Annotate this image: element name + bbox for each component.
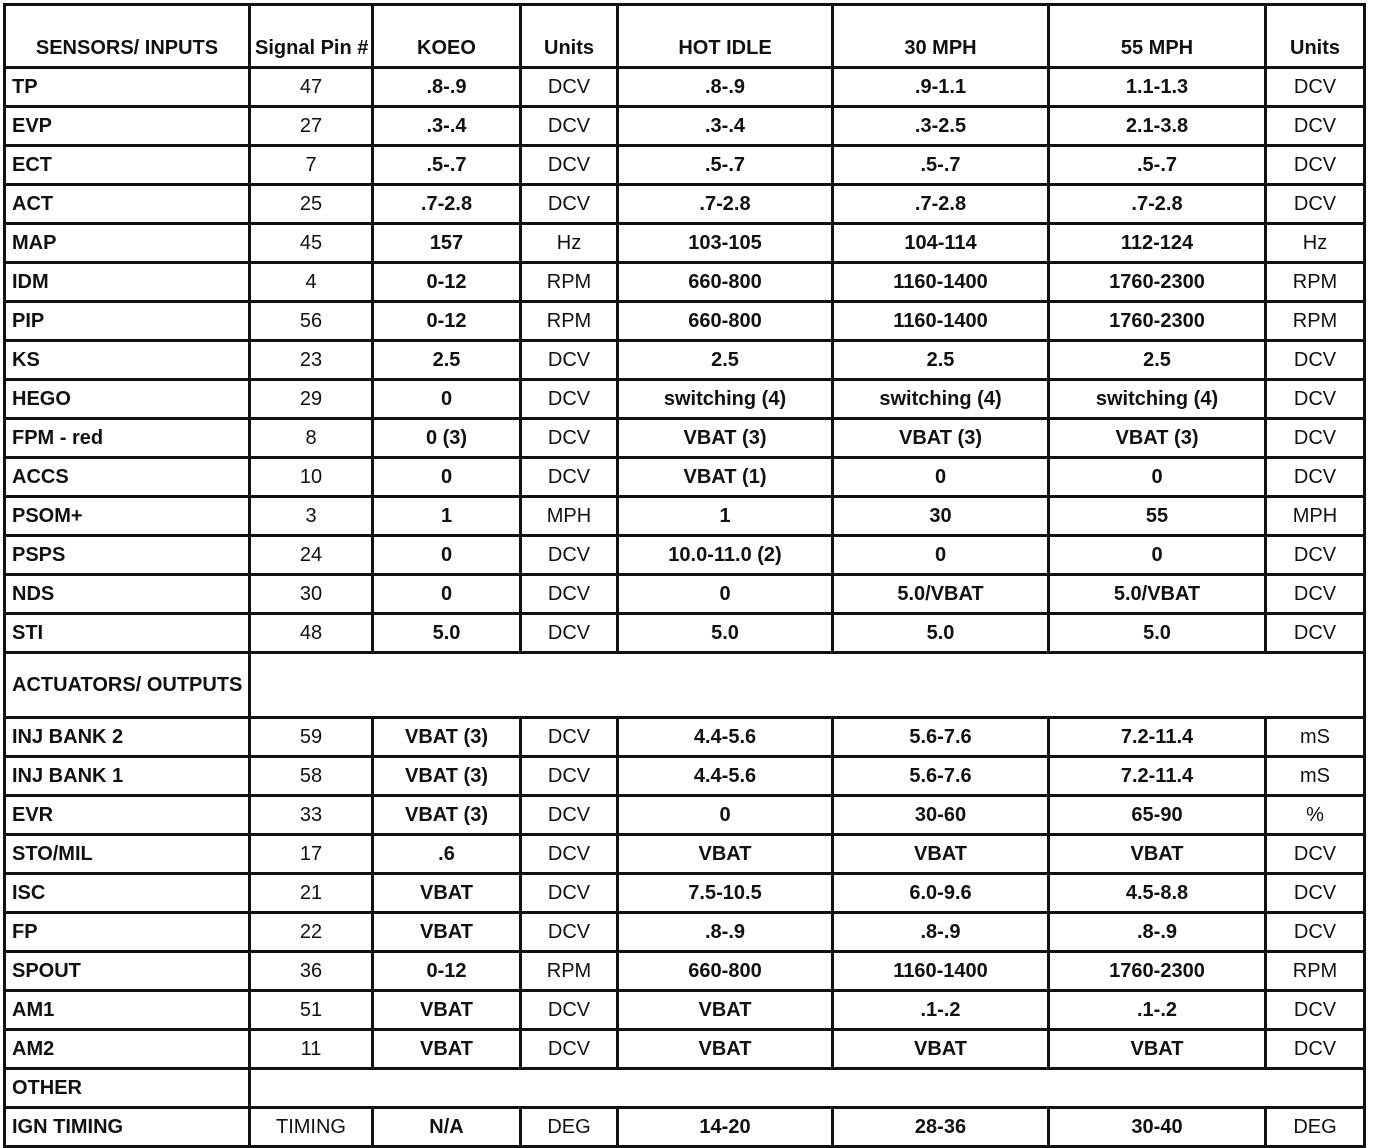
table-cell: VBAT xyxy=(373,874,521,913)
table-cell: 30-40 xyxy=(1049,1108,1266,1147)
table-cell: 48 xyxy=(250,614,373,653)
row-label: PIP xyxy=(5,302,250,341)
table-cell: VBAT (3) xyxy=(1049,419,1266,458)
header-koeo: KOEO xyxy=(373,5,521,68)
table-cell: 5.0 xyxy=(618,614,833,653)
row-label: AM2 xyxy=(5,1030,250,1069)
table-cell: .8-.9 xyxy=(373,68,521,107)
table-cell: VBAT xyxy=(618,991,833,1030)
table-cell: switching (4) xyxy=(833,380,1049,419)
table-cell: 7.2-11.4 xyxy=(1049,718,1266,757)
table-cell: RPM xyxy=(521,263,618,302)
table-cell: DCV xyxy=(521,107,618,146)
header-pin: Signal Pin # xyxy=(250,5,373,68)
row-label: INJ BANK 1 xyxy=(5,757,250,796)
table-cell: .7-2.8 xyxy=(833,185,1049,224)
table-cell: 55 xyxy=(1049,497,1266,536)
table-cell: DCV xyxy=(1266,146,1365,185)
row-label: FP xyxy=(5,913,250,952)
table-cell: DCV xyxy=(521,796,618,835)
table-cell: 1160-1400 xyxy=(833,263,1049,302)
header-55-mph: 55 MPH xyxy=(1049,5,1266,68)
table-cell: 5.6-7.6 xyxy=(833,757,1049,796)
header-sensor: SENSORS/ INPUTS xyxy=(5,5,250,68)
table-cell: .8-.9 xyxy=(833,913,1049,952)
table-row xyxy=(5,575,1365,614)
section-blank xyxy=(250,653,1365,718)
table-cell: .5-.7 xyxy=(833,146,1049,185)
row-label: IGN TIMING xyxy=(5,1108,250,1147)
table-cell: .1-.2 xyxy=(1049,991,1266,1030)
table-cell: 0 xyxy=(1049,536,1266,575)
table-cell: 36 xyxy=(250,952,373,991)
table-cell: switching (4) xyxy=(1049,380,1266,419)
section-row xyxy=(5,1069,1365,1108)
table-cell: 24 xyxy=(250,536,373,575)
section-row xyxy=(5,653,1365,718)
table-cell: .3-.4 xyxy=(618,107,833,146)
table-cell: .5-.7 xyxy=(373,146,521,185)
table-row xyxy=(5,341,1365,380)
table-cell: 4.4-5.6 xyxy=(618,718,833,757)
table-cell: 0 xyxy=(1049,458,1266,497)
table-cell: 47 xyxy=(250,68,373,107)
table-cell: 1.1-1.3 xyxy=(1049,68,1266,107)
table-cell: 33 xyxy=(250,796,373,835)
table-cell: .7-2.8 xyxy=(373,185,521,224)
table-cell: DCV xyxy=(1266,380,1365,419)
table-cell: .8-.9 xyxy=(618,913,833,952)
table-cell: 4 xyxy=(250,263,373,302)
table-cell: DCV xyxy=(1266,1030,1365,1069)
table-cell: 104-114 xyxy=(833,224,1049,263)
table-cell: 103-105 xyxy=(618,224,833,263)
table-cell: 1760-2300 xyxy=(1049,952,1266,991)
table-cell: 25 xyxy=(250,185,373,224)
table-cell: DCV xyxy=(1266,341,1365,380)
table-cell: 5.0 xyxy=(833,614,1049,653)
table-cell: 2.5 xyxy=(373,341,521,380)
table-cell: .8-.9 xyxy=(618,68,833,107)
table-cell: 23 xyxy=(250,341,373,380)
table-cell: RPM xyxy=(521,952,618,991)
table-cell: 30 xyxy=(833,497,1049,536)
table-cell: VBAT (3) xyxy=(618,419,833,458)
row-label: AM1 xyxy=(5,991,250,1030)
table-cell: DCV xyxy=(1266,536,1365,575)
table-cell: 4.5-8.8 xyxy=(1049,874,1266,913)
table-cell: DCV xyxy=(1266,107,1365,146)
table-cell: RPM xyxy=(521,302,618,341)
table-cell: .7-2.8 xyxy=(1049,185,1266,224)
table-cell: .8-.9 xyxy=(1049,913,1266,952)
table-cell: VBAT (3) xyxy=(373,796,521,835)
table-cell: 112-124 xyxy=(1049,224,1266,263)
table-cell: 2.5 xyxy=(618,341,833,380)
table-cell: 2.5 xyxy=(833,341,1049,380)
table-cell: DCV xyxy=(1266,185,1365,224)
table-cell: 2.1-3.8 xyxy=(1049,107,1266,146)
row-label: IDM xyxy=(5,263,250,302)
table-cell: 1 xyxy=(373,497,521,536)
table-cell: 1 xyxy=(618,497,833,536)
table-cell: 17 xyxy=(250,835,373,874)
table-cell: 0-12 xyxy=(373,302,521,341)
table-cell: VBAT xyxy=(833,835,1049,874)
table-cell: .6 xyxy=(373,835,521,874)
row-label: NDS xyxy=(5,575,250,614)
table-cell: DCV xyxy=(521,536,618,575)
table-cell: DCV xyxy=(1266,68,1365,107)
header-units-2: Units xyxy=(1266,5,1365,68)
table-cell: 29 xyxy=(250,380,373,419)
row-label: KS xyxy=(5,341,250,380)
table-cell: 11 xyxy=(250,1030,373,1069)
table-cell: DCV xyxy=(521,1030,618,1069)
table-cell: 5.0 xyxy=(373,614,521,653)
table-cell: 0-12 xyxy=(373,952,521,991)
table-cell: DCV xyxy=(1266,913,1365,952)
table-cell: DCV xyxy=(1266,835,1365,874)
table-cell: DCV xyxy=(521,185,618,224)
table-cell: 51 xyxy=(250,991,373,1030)
table-cell: mS xyxy=(1266,757,1365,796)
table-cell: .9-1.1 xyxy=(833,68,1049,107)
table-cell: 1160-1400 xyxy=(833,302,1049,341)
table-cell: 5.0/VBAT xyxy=(833,575,1049,614)
row-label: ISC xyxy=(5,874,250,913)
row-label: FPM - red xyxy=(5,419,250,458)
table-cell: DCV xyxy=(1266,575,1365,614)
table-cell: Hz xyxy=(1266,224,1365,263)
table-cell: 58 xyxy=(250,757,373,796)
table-cell: 7.2-11.4 xyxy=(1049,757,1266,796)
table-row xyxy=(5,718,1365,757)
table-cell: .5-.7 xyxy=(1049,146,1266,185)
table-cell: 45 xyxy=(250,224,373,263)
table-row xyxy=(5,1030,1365,1069)
table-cell: DCV xyxy=(521,146,618,185)
table-cell: 0 (3) xyxy=(373,419,521,458)
table-cell: VBAT (3) xyxy=(833,419,1049,458)
table-cell: MPH xyxy=(521,497,618,536)
table-cell: DCV xyxy=(521,341,618,380)
table-cell: 10 xyxy=(250,458,373,497)
table-row xyxy=(5,302,1365,341)
table-row xyxy=(5,497,1365,536)
table-cell: 0 xyxy=(373,380,521,419)
table-cell: N/A xyxy=(373,1108,521,1147)
header-units: Units xyxy=(521,5,618,68)
table-row xyxy=(5,107,1365,146)
table-cell: 10.0-11.0 (2) xyxy=(618,536,833,575)
row-label: STI xyxy=(5,614,250,653)
table-row xyxy=(5,991,1365,1030)
table-cell: 59 xyxy=(250,718,373,757)
table-cell: DCV xyxy=(521,68,618,107)
table-row xyxy=(5,458,1365,497)
table-cell: 30-60 xyxy=(833,796,1049,835)
table-cell: Hz xyxy=(521,224,618,263)
row-label: HEGO xyxy=(5,380,250,419)
row-label: MAP xyxy=(5,224,250,263)
table-cell: VBAT xyxy=(618,835,833,874)
table-cell: DCV xyxy=(521,991,618,1030)
table-cell: 21 xyxy=(250,874,373,913)
table-cell: DCV xyxy=(521,835,618,874)
row-label: ACCS xyxy=(5,458,250,497)
table-cell: 0 xyxy=(373,536,521,575)
table-row xyxy=(5,1108,1365,1147)
table-cell: 660-800 xyxy=(618,263,833,302)
header-30-mph: 30 MPH xyxy=(833,5,1049,68)
table-cell: DCV xyxy=(521,913,618,952)
section-label: OTHER xyxy=(5,1069,250,1108)
table-cell: 1760-2300 xyxy=(1049,263,1266,302)
table-cell: .3-.4 xyxy=(373,107,521,146)
table-cell: 5.0/VBAT xyxy=(1049,575,1266,614)
table-cell: VBAT xyxy=(1049,1030,1266,1069)
table-cell: 0 xyxy=(373,458,521,497)
table-cell: 0-12 xyxy=(373,263,521,302)
table-row xyxy=(5,536,1365,575)
table-cell: DCV xyxy=(521,419,618,458)
sensor-spec-table xyxy=(3,3,1366,1148)
table-cell: 30 xyxy=(250,575,373,614)
table-cell: DCV xyxy=(521,757,618,796)
table-cell: DCV xyxy=(1266,419,1365,458)
table-row xyxy=(5,952,1365,991)
row-label: PSOM+ xyxy=(5,497,250,536)
table-cell: 4.4-5.6 xyxy=(618,757,833,796)
table-cell: VBAT (3) xyxy=(373,718,521,757)
row-label: ACT xyxy=(5,185,250,224)
table-cell: VBAT xyxy=(618,1030,833,1069)
table-cell: DCV xyxy=(1266,614,1365,653)
header-row xyxy=(5,5,1365,68)
table-cell: 7 xyxy=(250,146,373,185)
table-row xyxy=(5,419,1365,458)
table-row xyxy=(5,146,1365,185)
table-cell: 3 xyxy=(250,497,373,536)
table-cell: 660-800 xyxy=(618,952,833,991)
table-cell: MPH xyxy=(1266,497,1365,536)
table-cell: 7.5-10.5 xyxy=(618,874,833,913)
table-cell: VBAT xyxy=(1049,835,1266,874)
table-cell: 5.0 xyxy=(1049,614,1266,653)
table-cell: 660-800 xyxy=(618,302,833,341)
table-cell: 0 xyxy=(618,796,833,835)
table-row xyxy=(5,68,1365,107)
table-cell: 14-20 xyxy=(618,1108,833,1147)
table-cell: DEG xyxy=(1266,1108,1365,1147)
table-row xyxy=(5,224,1365,263)
table-cell: 6.0-9.6 xyxy=(833,874,1049,913)
table-cell: .7-2.8 xyxy=(618,185,833,224)
table-cell: VBAT xyxy=(373,913,521,952)
table-cell: 27 xyxy=(250,107,373,146)
table-cell: mS xyxy=(1266,718,1365,757)
row-label: EVP xyxy=(5,107,250,146)
table-row xyxy=(5,263,1365,302)
table-row xyxy=(5,185,1365,224)
table-cell: VBAT (3) xyxy=(373,757,521,796)
table-cell: DCV xyxy=(521,614,618,653)
table-cell: .3-2.5 xyxy=(833,107,1049,146)
header-hot-idle: HOT IDLE xyxy=(618,5,833,68)
row-label: EVR xyxy=(5,796,250,835)
row-label: INJ BANK 2 xyxy=(5,718,250,757)
table-cell: VBAT xyxy=(373,991,521,1030)
table-cell: 8 xyxy=(250,419,373,458)
table-cell: 157 xyxy=(373,224,521,263)
table-cell: RPM xyxy=(1266,302,1365,341)
table-cell: 1760-2300 xyxy=(1049,302,1266,341)
table-row xyxy=(5,614,1365,653)
table-cell: 56 xyxy=(250,302,373,341)
table-cell: switching (4) xyxy=(618,380,833,419)
table-cell: RPM xyxy=(1266,952,1365,991)
row-label: PSPS xyxy=(5,536,250,575)
table-cell: DCV xyxy=(521,380,618,419)
table-cell: 0 xyxy=(833,458,1049,497)
section-blank xyxy=(250,1069,1365,1108)
table-cell: 2.5 xyxy=(1049,341,1266,380)
table-cell: DEG xyxy=(521,1108,618,1147)
table-cell: 22 xyxy=(250,913,373,952)
table-row xyxy=(5,913,1365,952)
table-cell: DCV xyxy=(521,458,618,497)
table-cell: DCV xyxy=(1266,458,1365,497)
table-cell: 5.6-7.6 xyxy=(833,718,1049,757)
table-cell: DCV xyxy=(521,575,618,614)
row-label: ECT xyxy=(5,146,250,185)
table-cell: 0 xyxy=(618,575,833,614)
table-cell: 0 xyxy=(833,536,1049,575)
table-cell: 0 xyxy=(373,575,521,614)
table-row xyxy=(5,380,1365,419)
table-cell: .1-.2 xyxy=(833,991,1049,1030)
table-cell: .5-.7 xyxy=(618,146,833,185)
table-row xyxy=(5,835,1365,874)
table-cell: VBAT xyxy=(373,1030,521,1069)
row-label: TP xyxy=(5,68,250,107)
table-cell: VBAT (1) xyxy=(618,458,833,497)
table-cell: 65-90 xyxy=(1049,796,1266,835)
table-cell: VBAT xyxy=(833,1030,1049,1069)
table-cell: DCV xyxy=(521,874,618,913)
section-label: ACTUATORS/ OUTPUTS xyxy=(5,653,250,718)
table-cell: DCV xyxy=(1266,991,1365,1030)
table-row xyxy=(5,796,1365,835)
table-cell: % xyxy=(1266,796,1365,835)
table-row xyxy=(5,874,1365,913)
table-cell: DCV xyxy=(1266,874,1365,913)
table-cell: 1160-1400 xyxy=(833,952,1049,991)
row-label: STO/MIL xyxy=(5,835,250,874)
table-cell: TIMING xyxy=(250,1108,373,1147)
table-cell: RPM xyxy=(1266,263,1365,302)
table-cell: 28-36 xyxy=(833,1108,1049,1147)
row-label: SPOUT xyxy=(5,952,250,991)
table-row xyxy=(5,757,1365,796)
table-cell: DCV xyxy=(521,718,618,757)
